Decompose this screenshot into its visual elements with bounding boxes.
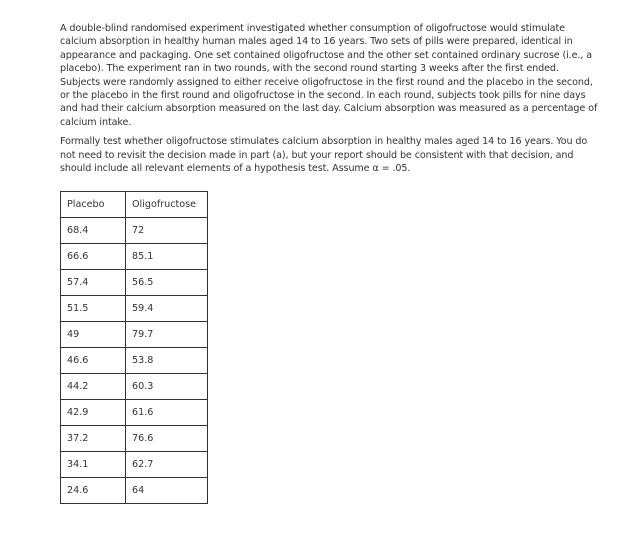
table-row — [61, 374, 208, 400]
table-row — [61, 296, 208, 322]
header-oligofructose: Oligofructose — [126, 192, 208, 218]
table-header-row — [61, 192, 208, 218]
placebo-cell: 49 — [61, 322, 126, 348]
placebo-cell: 68.4 — [61, 218, 126, 244]
oligofructose-cell: 72 — [126, 218, 208, 244]
table-row — [61, 218, 208, 244]
data-table — [60, 191, 208, 504]
placebo-cell: 66.6 — [61, 244, 126, 270]
table-row — [61, 426, 208, 452]
placebo-cell: 51.5 — [61, 296, 126, 322]
table-row — [61, 322, 208, 348]
oligofructose-cell: 79.7 — [126, 322, 208, 348]
oligofructose-cell: 64 — [126, 478, 208, 504]
table-row — [61, 452, 208, 478]
oligofructose-cell: 60.3 — [126, 374, 208, 400]
header-placebo: Placebo — [61, 192, 126, 218]
table-row — [61, 478, 208, 504]
placebo-cell: 34.1 — [61, 452, 126, 478]
table-row — [61, 348, 208, 374]
table-row — [61, 400, 208, 426]
question-text — [60, 22, 600, 175]
oligofructose-cell: 62.7 — [126, 452, 208, 478]
placebo-cell: 24.6 — [61, 478, 126, 504]
placebo-cell: 46.6 — [61, 348, 126, 374]
placebo-cell: 57.4 — [61, 270, 126, 296]
oligofructose-cell: 53.8 — [126, 348, 208, 374]
oligofructose-cell: 85.1 — [126, 244, 208, 270]
oligofructose-cell: 76.6 — [126, 426, 208, 452]
oligofructose-cell: 59.4 — [126, 296, 208, 322]
table-row — [61, 270, 208, 296]
task-paragraph: Formally test whether oligofructose stimulates calcium absorption in healthy males aged 14 to 16 years. You do not need to revisit the decision made in part (a), but your report should be consistent with that decision, and should include all relevant elements of a hypothesis test. Assume α = .05. — [60, 136, 588, 175]
placebo-cell: 44.2 — [61, 374, 126, 400]
oligofructose-cell: 56.5 — [126, 270, 208, 296]
intro-paragraph: A double-blind randomised experiment investigated whether consumption of oligofructose would stimulate calcium absorption in healthy human males aged 14 to 16 years. Two sets of pills were prepared, identical in appearance and packaging. One set contained oligofructose and the other set contained ordinary sucrose (i.e., a placebo). The experiment ran in two rounds, with the second round starting 3 weeks after the first ended. Subjects were randomly assigned to either receive oligofructose in the first round and the placebo in the second, or the placebo in the first round and oligofructose in the second. In each round, subjects took pills for nine days and had their calcium absorption measured on the last day. Calcium absorption was measured as a percentage of calcium intake. — [60, 23, 598, 128]
table-row — [61, 244, 208, 270]
placebo-cell: 37.2 — [61, 426, 126, 452]
placebo-cell: 42.9 — [61, 400, 126, 426]
oligofructose-cell: 61.6 — [126, 400, 208, 426]
